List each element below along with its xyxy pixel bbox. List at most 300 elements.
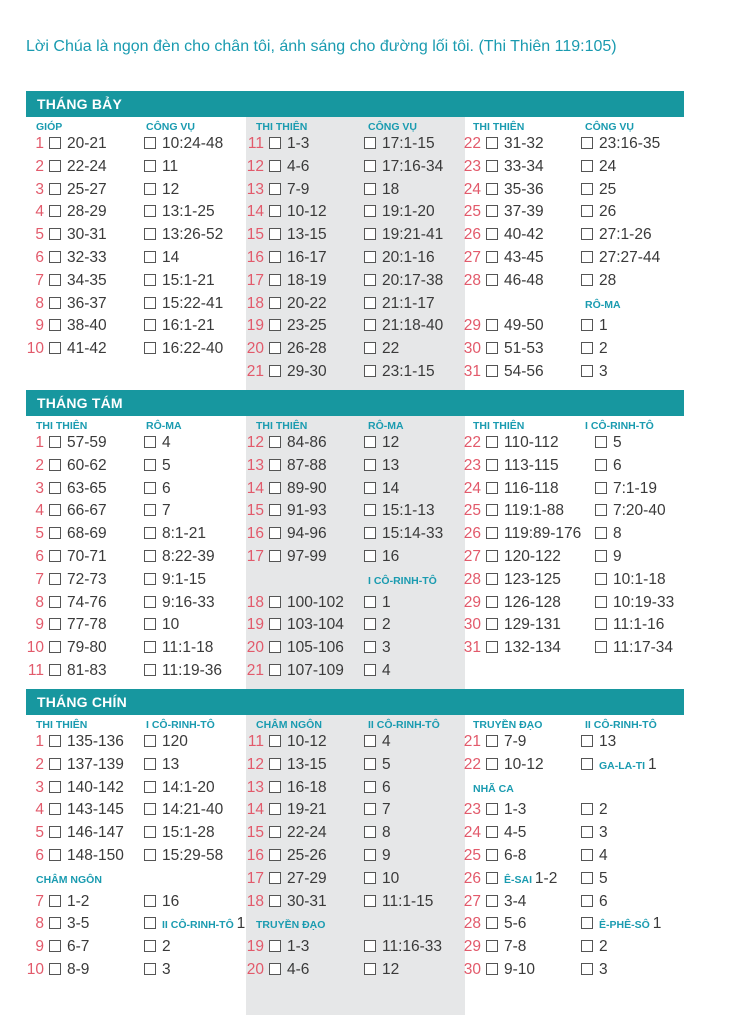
reading-reference: 25-26	[287, 847, 327, 864]
checkbox-reading-2[interactable]	[595, 482, 607, 494]
checkbox-reading-2[interactable]	[144, 550, 156, 562]
checkbox-reading-1[interactable]	[269, 641, 281, 653]
checkbox-reading-2[interactable]	[364, 342, 376, 354]
checkbox-reading-2[interactable]	[364, 803, 376, 815]
reading-row	[463, 247, 660, 269]
reading-reference: 89-90	[287, 479, 327, 497]
reading-reference: 1	[599, 317, 608, 335]
checkbox-reading-1[interactable]	[269, 826, 281, 838]
checkbox-reading-2[interactable]	[364, 527, 376, 539]
reading-reference: 49-50	[504, 317, 544, 335]
checkbox-reading-2[interactable]	[581, 205, 593, 217]
checkbox-reading-1[interactable]	[49, 504, 61, 516]
checkbox-reading-1[interactable]	[269, 274, 281, 286]
reading-row	[246, 432, 399, 454]
day-number: 10	[26, 340, 44, 358]
reading-row	[246, 592, 391, 614]
reading-row	[463, 315, 608, 337]
day-number: 19	[246, 317, 264, 335]
reading-reference: 7:20-40	[613, 502, 666, 520]
reading-row	[463, 179, 616, 201]
checkbox-reading-1[interactable]	[269, 618, 281, 630]
reading-reference: 68-69	[67, 525, 107, 543]
checkbox-reading-1[interactable]	[49, 781, 61, 793]
checkbox-reading-2[interactable]	[144, 963, 156, 975]
checkbox-reading-2[interactable]	[144, 137, 156, 149]
checkbox-reading-1[interactable]	[49, 917, 61, 929]
reading-row	[26, 799, 223, 821]
reading-reference: 16:1-21	[162, 317, 215, 335]
checkbox-reading-2[interactable]	[364, 664, 376, 676]
checkbox-reading-2[interactable]	[364, 758, 376, 770]
checkbox-reading-1[interactable]	[49, 228, 61, 240]
checkbox-reading-2[interactable]	[144, 664, 156, 676]
reading-row	[246, 891, 433, 913]
checkbox-reading-1[interactable]	[486, 251, 498, 263]
reading-reference: 3	[382, 639, 391, 657]
reading-row	[463, 754, 657, 776]
column-header: RÔ-MA	[146, 420, 182, 432]
checkbox-reading-2[interactable]	[144, 482, 156, 494]
reading-row	[246, 845, 391, 867]
checkbox-reading-1[interactable]	[49, 183, 61, 195]
checkbox-reading-2[interactable]	[144, 274, 156, 286]
checkbox-reading-2[interactable]	[364, 872, 376, 884]
checkbox-reading-2[interactable]	[595, 504, 607, 516]
checkbox-reading-1[interactable]	[486, 573, 498, 585]
checkbox-reading-2[interactable]	[581, 274, 593, 286]
checkbox-reading-1[interactable]	[486, 940, 498, 952]
reading-row	[246, 133, 435, 155]
checkbox-reading-1[interactable]	[486, 459, 498, 471]
checkbox-reading-2[interactable]	[581, 872, 593, 884]
checkbox-reading-1[interactable]	[269, 940, 281, 952]
reading-reference: 7:1-19	[613, 479, 657, 497]
checkbox-reading-1[interactable]	[49, 160, 61, 172]
checkbox-reading-1[interactable]	[49, 735, 61, 747]
checkbox-reading-1[interactable]	[486, 183, 498, 195]
reading-row	[26, 569, 206, 591]
reading-reference: 36-37	[67, 294, 107, 312]
checkbox-reading-2[interactable]	[581, 849, 593, 861]
reading-reference: 3-4	[504, 892, 527, 910]
checkbox-reading-2[interactable]	[595, 618, 607, 630]
day-number: 4	[35, 801, 44, 819]
checkbox-reading-2[interactable]	[595, 436, 607, 448]
checkbox-reading-2[interactable]	[364, 319, 376, 331]
day-number: 12	[246, 434, 264, 451]
reading-reference: 91-93	[287, 502, 327, 520]
checkbox-reading-2[interactable]	[364, 160, 376, 172]
checkbox-reading-2[interactable]	[581, 183, 593, 195]
checkbox-reading-2[interactable]	[364, 940, 376, 952]
checkbox-reading-2[interactable]	[364, 183, 376, 195]
checkbox-reading-1[interactable]	[486, 758, 498, 770]
checkbox-reading-1[interactable]	[486, 735, 498, 747]
reading-row	[26, 614, 179, 636]
reading-reference: 66-67	[67, 502, 107, 520]
reading-row	[463, 500, 666, 522]
checkbox-reading-2[interactable]	[144, 436, 156, 448]
checkbox-reading-1[interactable]	[49, 550, 61, 562]
reading-row	[26, 432, 171, 454]
checkbox-reading-2[interactable]	[364, 596, 376, 608]
reading-row	[463, 523, 622, 545]
checkbox-reading-1[interactable]	[486, 319, 498, 331]
checkbox-reading-2[interactable]	[364, 228, 376, 240]
reading-row	[463, 432, 622, 454]
checkbox-reading-2[interactable]	[144, 228, 156, 240]
reading-reference: 10-12	[287, 203, 327, 221]
checkbox-reading-1[interactable]	[486, 849, 498, 861]
checkbox-reading-2[interactable]	[364, 251, 376, 263]
day-number: 6	[35, 548, 44, 565]
reading-reference: 12	[382, 961, 400, 978]
checkbox-reading-2[interactable]	[581, 137, 593, 149]
checkbox-reading-2[interactable]	[144, 596, 156, 608]
checkbox-reading-1[interactable]	[486, 895, 498, 907]
checkbox-reading-1[interactable]	[486, 917, 498, 929]
checkbox-reading-1[interactable]	[269, 664, 281, 676]
checkbox-reading-2[interactable]	[595, 527, 607, 539]
checkbox-reading-2[interactable]	[144, 849, 156, 861]
checkbox-reading-1[interactable]	[486, 963, 498, 975]
checkbox-reading-1[interactable]	[49, 319, 61, 331]
checkbox-reading-2[interactable]	[581, 160, 593, 172]
day-number: 1	[35, 135, 44, 152]
checkbox-reading-2[interactable]	[581, 319, 593, 331]
reading-reference: 15:1-28	[162, 824, 215, 842]
checkbox-reading-2[interactable]	[364, 963, 376, 975]
checkbox-reading-1[interactable]	[269, 228, 281, 240]
reading-row	[463, 361, 608, 383]
reading-row	[463, 913, 661, 935]
day-number: 7	[35, 892, 44, 910]
day-number: 20	[246, 340, 264, 358]
checkbox-reading-2[interactable]	[581, 758, 593, 770]
reading-row	[246, 455, 399, 477]
checkbox-reading-1[interactable]	[486, 160, 498, 172]
reading-reference: 6	[613, 456, 622, 474]
checkbox-reading-1[interactable]	[486, 872, 498, 884]
checkbox-reading-1[interactable]	[269, 504, 281, 516]
reading-row	[463, 270, 616, 292]
checkbox-reading-1[interactable]	[269, 436, 281, 448]
checkbox-reading-1[interactable]	[49, 758, 61, 770]
reading-reference: 3-5	[67, 915, 90, 933]
checkbox-reading-2[interactable]	[144, 342, 156, 354]
reading-reference: 74-76	[67, 593, 107, 611]
checkbox-reading-1[interactable]	[486, 365, 498, 377]
checkbox-reading-2[interactable]	[144, 758, 156, 770]
reading-reference: 21:1-17	[382, 294, 435, 312]
checkbox-reading-2[interactable]	[364, 641, 376, 653]
checkbox-reading-1[interactable]	[269, 758, 281, 770]
reading-reference: 5	[162, 456, 171, 474]
day-number: 25	[463, 502, 481, 520]
checkbox-reading-1[interactable]	[269, 849, 281, 861]
checkbox-reading-1[interactable]	[269, 872, 281, 884]
checkbox-reading-2[interactable]	[595, 550, 607, 562]
checkbox-reading-2[interactable]	[144, 251, 156, 263]
checkbox-reading-2[interactable]	[144, 895, 156, 907]
checkbox-reading-1[interactable]	[269, 205, 281, 217]
checkbox-reading-2[interactable]	[144, 781, 156, 793]
reading-reference: 84-86	[287, 434, 327, 451]
checkbox-reading-2[interactable]	[364, 482, 376, 494]
checkbox-reading-2[interactable]	[144, 297, 156, 309]
checkbox-reading-1[interactable]	[49, 297, 61, 309]
checkbox-reading-1[interactable]	[269, 781, 281, 793]
day-number: 2	[35, 456, 44, 474]
checkbox-reading-1[interactable]	[269, 596, 281, 608]
reading-row	[26, 777, 215, 799]
checkbox-reading-1[interactable]	[269, 137, 281, 149]
reading-row	[246, 959, 399, 981]
month-section	[26, 390, 684, 679]
checkbox-reading-2[interactable]	[364, 826, 376, 838]
reading-row	[26, 845, 223, 867]
checkbox-reading-1[interactable]	[49, 342, 61, 354]
checkbox-reading-2[interactable]	[364, 205, 376, 217]
reading-reference: 27:1-26	[599, 226, 652, 244]
checkbox-reading-2[interactable]	[581, 826, 593, 838]
reading-row	[463, 637, 673, 659]
checkbox-reading-2[interactable]	[144, 641, 156, 653]
reading-reference: 23:1-15	[382, 363, 435, 380]
checkbox-reading-2[interactable]	[364, 550, 376, 562]
checkbox-reading-2[interactable]	[364, 365, 376, 377]
month-section	[26, 689, 684, 978]
reading-row	[463, 845, 608, 867]
reading-row	[246, 179, 399, 201]
checkbox-reading-1[interactable]	[269, 297, 281, 309]
checkbox-reading-2[interactable]	[364, 895, 376, 907]
book-name: GA-LA-TI	[599, 759, 648, 772]
checkbox-reading-1[interactable]	[49, 618, 61, 630]
checkbox-reading-1[interactable]	[486, 596, 498, 608]
reading-reference: 94-96	[287, 525, 327, 543]
checkbox-reading-1[interactable]	[486, 228, 498, 240]
reading-row	[463, 891, 608, 913]
checkbox-reading-2[interactable]	[595, 459, 607, 471]
reading-reference: 8:22-39	[162, 548, 215, 565]
checkbox-reading-2[interactable]	[144, 319, 156, 331]
checkbox-reading-2[interactable]	[364, 274, 376, 286]
column-header: NHÃ CA	[473, 782, 514, 795]
checkbox-reading-2[interactable]	[364, 297, 376, 309]
checkbox-reading-1[interactable]	[49, 664, 61, 676]
checkbox-reading-2[interactable]	[144, 917, 156, 929]
checkbox-reading-1[interactable]	[269, 183, 281, 195]
checkbox-reading-2[interactable]	[581, 895, 593, 907]
checkbox-reading-2[interactable]	[144, 183, 156, 195]
reading-reference: 7	[162, 502, 171, 520]
checkbox-reading-1[interactable]	[486, 527, 498, 539]
checkbox-reading-1[interactable]	[269, 319, 281, 331]
checkbox-reading-1[interactable]	[269, 459, 281, 471]
checkbox-reading-2[interactable]	[144, 205, 156, 217]
reading-reference: 4	[599, 847, 608, 864]
checkbox-reading-1[interactable]	[486, 342, 498, 354]
reading-row	[463, 822, 608, 844]
checkbox-reading-2[interactable]	[144, 940, 156, 952]
checkbox-reading-1[interactable]	[486, 504, 498, 516]
checkbox-reading-2[interactable]	[144, 527, 156, 539]
checkbox-reading-2[interactable]	[364, 436, 376, 448]
checkbox-reading-1[interactable]	[49, 573, 61, 585]
day-number: 9	[35, 616, 44, 634]
column-header: TRUYỀN ĐẠO	[256, 919, 326, 932]
checkbox-reading-2[interactable]	[144, 459, 156, 471]
checkbox-reading-1[interactable]	[269, 735, 281, 747]
checkbox-reading-2[interactable]	[581, 342, 593, 354]
checkbox-reading-1[interactable]	[49, 251, 61, 263]
checkbox-reading-1[interactable]	[486, 641, 498, 653]
column-header: I CÔ-RINH-TÔ	[146, 719, 215, 731]
checkbox-reading-2[interactable]	[364, 735, 376, 747]
reading-reference: 6	[162, 479, 171, 497]
reading-reference: 120	[162, 733, 188, 750]
checkbox-reading-1[interactable]	[486, 803, 498, 815]
day-number: 18	[246, 294, 264, 312]
column-header: THI THIÊN	[473, 420, 525, 432]
checkbox-reading-1[interactable]	[486, 137, 498, 149]
checkbox-reading-2[interactable]	[364, 504, 376, 516]
checkbox-reading-1[interactable]	[49, 963, 61, 975]
checkbox-reading-2[interactable]	[364, 618, 376, 630]
checkbox-reading-1[interactable]	[486, 274, 498, 286]
checkbox-reading-1[interactable]	[49, 895, 61, 907]
checkbox-reading-1[interactable]	[49, 596, 61, 608]
reading-reference: 22	[382, 340, 400, 358]
checkbox-reading-2[interactable]	[581, 365, 593, 377]
checkbox-reading-1[interactable]	[269, 963, 281, 975]
checkbox-reading-1[interactable]	[49, 436, 61, 448]
checkbox-reading-2[interactable]	[581, 940, 593, 952]
checkbox-reading-2[interactable]	[144, 735, 156, 747]
checkbox-reading-2[interactable]	[581, 917, 593, 929]
checkbox-reading-1[interactable]	[49, 849, 61, 861]
checkbox-reading-2[interactable]	[144, 618, 156, 630]
reading-reference: 40-42	[504, 226, 544, 244]
reading-row	[26, 592, 215, 614]
checkbox-reading-2[interactable]	[595, 596, 607, 608]
checkbox-reading-1[interactable]	[486, 826, 498, 838]
checkbox-reading-1[interactable]	[486, 436, 498, 448]
column-header: GIÓP	[36, 121, 63, 133]
reading-row	[463, 614, 664, 636]
checkbox-reading-1[interactable]	[486, 205, 498, 217]
checkbox-reading-1[interactable]	[49, 274, 61, 286]
day-number: 20	[246, 639, 264, 657]
checkbox-reading-2[interactable]	[364, 459, 376, 471]
checkbox-reading-2[interactable]	[144, 803, 156, 815]
day-number: 30	[463, 616, 481, 634]
checkbox-reading-1[interactable]	[269, 365, 281, 377]
checkbox-reading-1[interactable]	[486, 550, 498, 562]
checkbox-reading-2[interactable]	[581, 963, 593, 975]
day-number: 8	[35, 294, 44, 312]
reading-reference: 12	[162, 180, 180, 198]
reading-reference: 4-6	[287, 157, 310, 175]
reading-reference: 4-6	[287, 961, 310, 978]
checkbox-reading-2[interactable]	[581, 251, 593, 263]
checkbox-reading-2[interactable]	[595, 641, 607, 653]
day-number: 9	[35, 317, 44, 335]
day-number: 24	[463, 824, 481, 842]
reading-reference: 4	[162, 434, 171, 451]
reading-reference: 1-3	[504, 801, 527, 819]
checkbox-reading-2[interactable]	[595, 573, 607, 585]
checkbox-reading-2[interactable]	[581, 735, 593, 747]
checkbox-reading-1[interactable]	[269, 527, 281, 539]
reading-reference: 12	[382, 434, 400, 451]
reading-reference: 11:19-36	[162, 662, 223, 679]
checkbox-reading-1[interactable]	[49, 641, 61, 653]
checkbox-reading-1[interactable]	[269, 803, 281, 815]
checkbox-reading-1[interactable]	[269, 342, 281, 354]
checkbox-reading-1[interactable]	[269, 895, 281, 907]
checkbox-reading-1[interactable]	[49, 205, 61, 217]
checkbox-reading-2[interactable]	[144, 826, 156, 838]
checkbox-reading-1[interactable]	[49, 137, 61, 149]
checkbox-reading-2[interactable]	[364, 137, 376, 149]
column-header: TRUYỀN ĐẠO	[473, 719, 543, 731]
reading-reference: 113-115	[504, 456, 559, 474]
reading-reference	[504, 868, 576, 891]
checkbox-reading-1[interactable]	[49, 803, 61, 815]
checkbox-reading-1[interactable]	[49, 527, 61, 539]
checkbox-reading-2[interactable]	[364, 849, 376, 861]
column-header: CHÂM NGÔN	[36, 873, 102, 886]
checkbox-reading-1[interactable]	[49, 459, 61, 471]
reading-reference: 3	[599, 961, 608, 978]
column-header: RÔ-MA	[585, 298, 621, 311]
day-number: 23	[463, 801, 481, 819]
checkbox-reading-1[interactable]	[49, 826, 61, 838]
reading-reference: 35-36	[504, 180, 544, 198]
reading-reference: 79-80	[67, 639, 107, 657]
checkbox-reading-1[interactable]	[269, 251, 281, 263]
day-number: 24	[463, 479, 481, 497]
checkbox-reading-2[interactable]	[144, 504, 156, 516]
column-header: THI THIÊN	[256, 420, 308, 432]
day-number: 4	[35, 502, 44, 520]
reading-row	[463, 569, 666, 591]
checkbox-reading-2[interactable]	[144, 573, 156, 585]
checkbox-reading-1[interactable]	[486, 482, 498, 494]
reading-reference: 10:24-48	[162, 135, 224, 152]
day-number: 19	[246, 616, 264, 634]
reading-row	[26, 338, 223, 360]
checkbox-reading-2[interactable]	[364, 781, 376, 793]
checkbox-reading-1[interactable]	[49, 940, 61, 952]
checkbox-reading-1[interactable]	[269, 550, 281, 562]
checkbox-reading-1[interactable]	[486, 618, 498, 630]
checkbox-reading-1[interactable]	[269, 482, 281, 494]
checkbox-reading-1[interactable]	[269, 160, 281, 172]
reading-reference: 143-145	[67, 801, 124, 819]
checkbox-reading-2[interactable]	[144, 160, 156, 172]
day-number: 16	[246, 525, 264, 543]
day-number: 6	[35, 249, 44, 266]
reading-reference: 9:16-33	[162, 593, 215, 611]
checkbox-reading-2[interactable]	[581, 228, 593, 240]
checkbox-reading-2[interactable]	[581, 803, 593, 815]
checkbox-reading-1[interactable]	[49, 482, 61, 494]
reading-reference: 10	[382, 869, 400, 887]
